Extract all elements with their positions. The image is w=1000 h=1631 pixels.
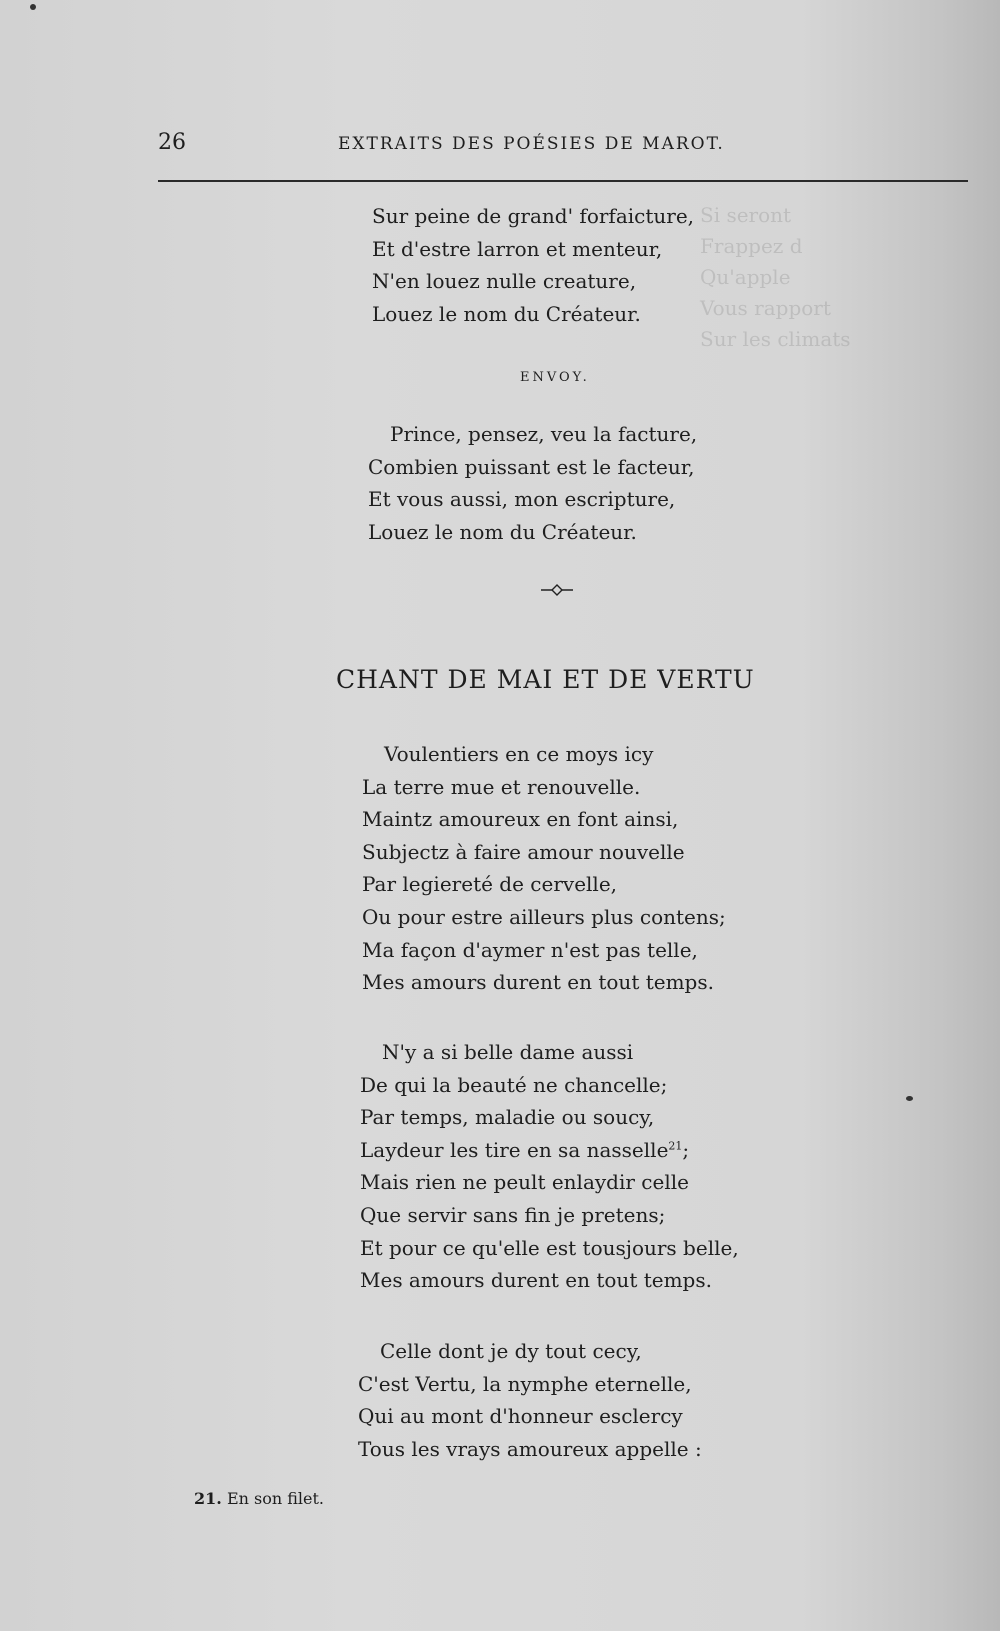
verse-punctuation: ; [682, 1137, 690, 1162]
page-header [158, 130, 968, 160]
envoy-stanza [368, 418, 697, 548]
footnote [194, 1489, 324, 1508]
verse-line: Louez le nom du Créateur. [372, 301, 641, 326]
verse-line: Louez le nom du Créateur. [368, 519, 637, 544]
ink-speck [30, 4, 36, 10]
ink-speck [906, 1096, 913, 1101]
verse-line: Qui au mont d'honneur esclercy [358, 1404, 683, 1429]
verse-line: Prince, pensez, veu la facture, [390, 422, 698, 446]
verse-line: Que servir sans fin je pretens; [360, 1202, 666, 1227]
verse-line: Celle dont je dy tout cecy, [380, 1339, 642, 1363]
verse-line: Et vous aussi, mon escripture, [368, 487, 676, 512]
poem-stanza-2 [360, 1036, 739, 1297]
poem-stanza-3 [358, 1335, 702, 1465]
footnote-text: En son filet. [226, 1489, 325, 1508]
verse-line: Subjectz à faire amour nouvelle [362, 839, 685, 864]
page-number: 26 [158, 130, 186, 155]
verse-line: N'en louez nulle creature, [372, 269, 637, 294]
verse-line: Mes amours durent en tout temps. [362, 970, 714, 995]
verse-line: Ou pour estre ailleurs plus contens; [362, 904, 726, 929]
verse-line [360, 1134, 739, 1167]
poem-stanza-1 [362, 738, 726, 999]
verse-line: Voulentiers en ce moys icy [384, 742, 654, 766]
verse-line: Ma façon d'aymer n'est pas telle, [362, 937, 698, 962]
footnote-number: 21. [194, 1489, 222, 1508]
verse-line: N'y a si belle dame aussi [382, 1040, 634, 1064]
verse-line: Sur peine de grand' forfaicture, [372, 204, 695, 228]
verse-line: Mais rien ne peult enlaydir celle [360, 1170, 689, 1195]
verse-line: Par legiereté de cervelle, [362, 872, 618, 897]
verse-line: La terre mue et renouvelle. [362, 774, 641, 799]
verse-line: De qui la beauté ne chancelle; [360, 1072, 668, 1097]
poem-title: CHANT DE MAI ET DE VERTU [336, 665, 755, 694]
verse-line: Et d'estre larron et menteur, [372, 236, 663, 261]
footnote-reference[interactable]: 21 [668, 1139, 683, 1153]
show-through-text: Si seront Frappez d Qu'apple Vous rapport Sur les climats [700, 203, 851, 351]
verse-text: Laydeur les tire en sa nasselle [360, 1137, 669, 1162]
verse-line: C'est Vertu, la nymphe eternelle, [358, 1371, 692, 1396]
verse-line: Par temps, maladie ou soucy, [360, 1105, 655, 1130]
verse-line: Et pour ce qu'elle est tousjours belle, [360, 1235, 739, 1260]
ornament-icon [540, 583, 574, 597]
verse-line: Combien puissant est le facteur, [368, 454, 695, 479]
verse-line: Mes amours durent en tout temps. [360, 1268, 712, 1293]
envoy-title: ENVOY. [520, 370, 590, 385]
verse-line: Tous les vrays amoureux appelle : [358, 1436, 702, 1461]
stanza-end [372, 200, 694, 330]
running-title: EXTRAITS DES POÉSIES DE MAROT. [338, 134, 725, 154]
verse-line: Maintz amoureux en font ainsi, [362, 807, 679, 832]
header-rule [158, 180, 968, 182]
